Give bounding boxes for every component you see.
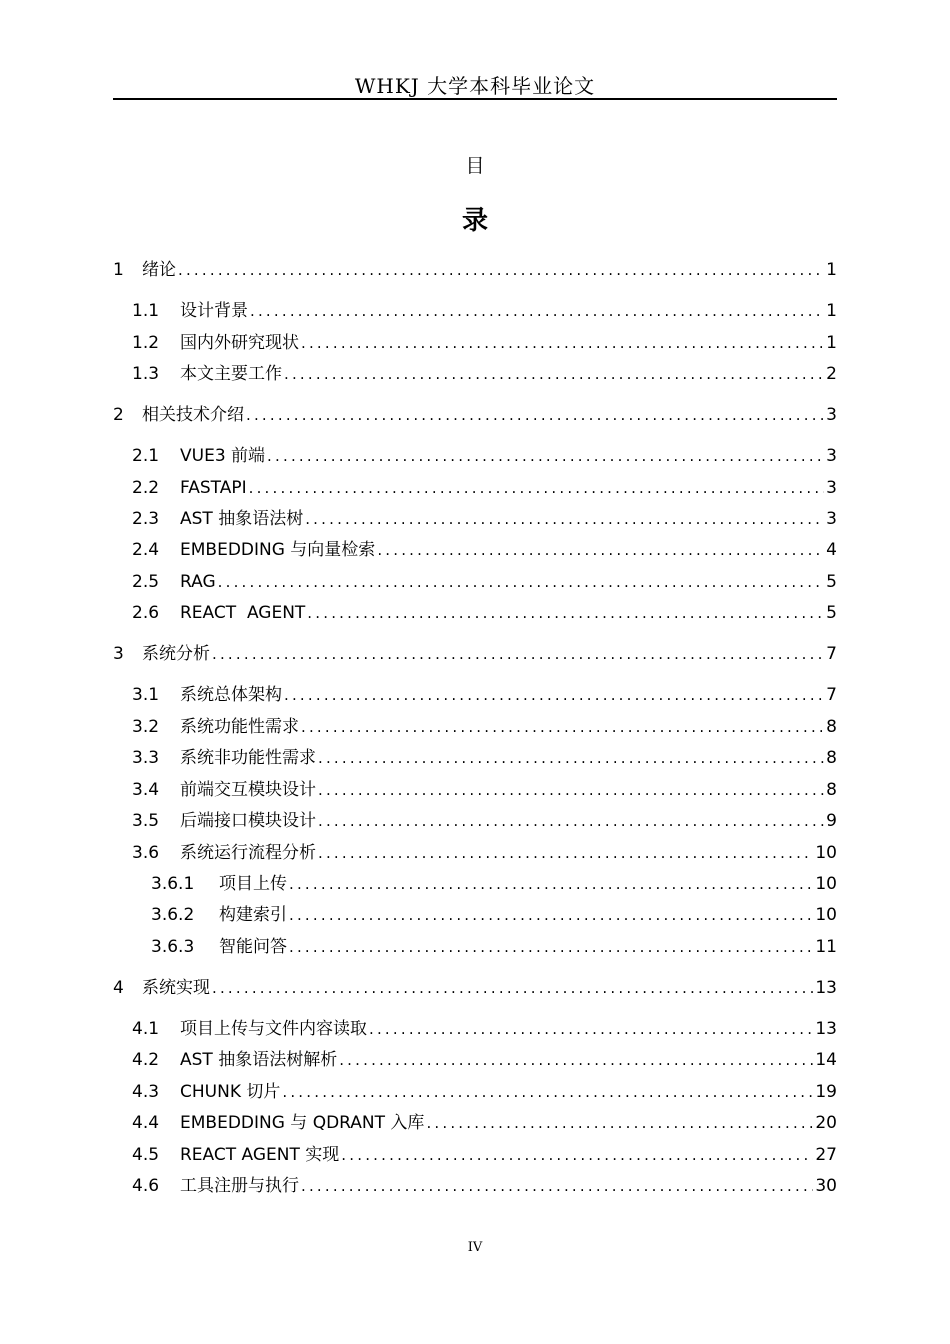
toc-dot-leader	[178, 258, 824, 282]
toc-entry-page: 14	[815, 1050, 837, 1070]
toc-dot-leader	[377, 538, 824, 562]
toc-entry-page: 19	[815, 1082, 837, 1102]
toc-entry-page: 9	[826, 811, 837, 831]
toc-entry-page: 10	[815, 874, 837, 894]
toc-entry-number: 4.6	[132, 1176, 160, 1196]
toc-entry-3-5[interactable]	[132, 809, 837, 833]
toc-entry-number: 3.5	[132, 811, 160, 831]
toc-entry-label: 项目上传	[219, 874, 287, 894]
toc-entry-page: 7	[826, 644, 837, 664]
toc-dot-leader	[249, 476, 825, 500]
toc-entry-page: 3	[826, 478, 837, 498]
toc-entry-number: 3.3	[132, 748, 160, 768]
toc-entry-4-1[interactable]	[132, 1017, 837, 1041]
toc-entry-number: 2.4	[132, 540, 160, 560]
toc-dot-leader	[301, 1174, 813, 1198]
toc-entry-1[interactable]	[113, 258, 837, 282]
toc-entry-label: 系统非功能性需求	[180, 748, 316, 768]
toc-entry-page: 10	[815, 905, 837, 925]
toc-entry-number: 4	[113, 978, 124, 998]
toc-entry-label: VUE3 前端	[180, 446, 266, 466]
toc-dot-leader	[282, 1080, 813, 1104]
toc-entry-4-2[interactable]	[132, 1048, 837, 1072]
toc-entry-label: 智能问答	[219, 937, 287, 957]
toc-entry-number: 2.1	[132, 446, 160, 466]
toc-entry-page: 1	[826, 260, 837, 280]
toc-entry-3-6-2[interactable]	[151, 903, 837, 927]
toc-entry-number: 2.2	[132, 478, 160, 498]
toc-entry-label: REACT AGENT 实现	[180, 1145, 340, 1165]
toc-dot-leader	[246, 403, 824, 427]
toc-entry-label: AST 抽象语法树	[180, 509, 304, 529]
toc-entry-page: 8	[826, 748, 837, 768]
toc-entry-label: 后端接口模块设计	[180, 811, 316, 831]
toc-entry-3-6-3[interactable]	[151, 935, 837, 959]
toc-entry-page: 1	[826, 301, 837, 321]
toc-entry-label: 绪论	[142, 260, 176, 280]
toc-entry-3-6[interactable]	[132, 841, 837, 865]
toc-entry-number: 4.5	[132, 1145, 160, 1165]
toc-entry-4[interactable]	[113, 976, 837, 1000]
toc-entry-page: 11	[815, 937, 837, 957]
toc-entry-number: 1.2	[132, 333, 160, 353]
toc-entry-label: EMBEDDING 与向量检索	[180, 540, 376, 560]
toc-entry-label: 系统分析	[142, 644, 210, 664]
toc-title-char-1: 目	[465, 155, 485, 177]
toc-entry-4-5[interactable]	[132, 1143, 837, 1167]
toc-dot-leader	[318, 778, 824, 802]
toc-entry-label: 项目上传与文件内容读取	[180, 1019, 367, 1039]
toc-entry-page: 8	[826, 780, 837, 800]
toc-entry-3-4[interactable]	[132, 778, 837, 802]
toc-entry-label: 系统实现	[142, 978, 210, 998]
toc-dot-leader	[218, 570, 825, 594]
toc-entry-label: REACT AGENT	[180, 603, 306, 623]
toc-entry-1-2[interactable]	[132, 331, 837, 355]
toc-entry-number: 3.1	[132, 685, 160, 705]
toc-entry-number: 2.5	[132, 572, 160, 592]
toc-entry-number: 4.2	[132, 1050, 160, 1070]
toc-entry-2-3[interactable]	[132, 507, 837, 531]
toc-entry-page: 27	[815, 1145, 837, 1165]
toc-dot-leader	[305, 507, 824, 531]
toc-dot-leader	[369, 1017, 813, 1041]
toc-entry-label: 系统运行流程分析	[180, 843, 316, 863]
toc-entry-label: 相关技术介绍	[142, 405, 244, 425]
toc-entry-page: 5	[826, 572, 837, 592]
toc-dot-leader	[212, 976, 813, 1000]
toc-entry-number: 3.6	[132, 843, 160, 863]
toc-entry-3-1[interactable]	[132, 683, 837, 707]
toc-entry-page: 13	[815, 1019, 837, 1039]
toc-entry-4-3[interactable]	[132, 1080, 837, 1104]
toc-entry-1-3[interactable]	[132, 362, 837, 386]
toc-entry-page: 13	[815, 978, 837, 998]
toc-entry-label: 本文主要工作	[180, 364, 282, 384]
toc-entry-1-1[interactable]	[132, 299, 837, 323]
toc-dot-leader	[289, 903, 813, 927]
toc-entry-page: 1	[826, 333, 837, 353]
toc-dot-leader	[267, 444, 824, 468]
toc-entry-3-3[interactable]	[132, 746, 837, 770]
toc-entry-label: 国内外研究现状	[180, 333, 299, 353]
toc-entry-2-1[interactable]	[132, 444, 837, 468]
toc-entry-label: 系统功能性需求	[180, 717, 299, 737]
running-header-title: WHKJ 大学本科毕业论文	[354, 74, 596, 98]
toc-entry-number: 3.6.1	[151, 874, 195, 894]
toc-entry-page: 20	[815, 1113, 837, 1133]
toc-entry-2-6[interactable]	[132, 601, 837, 625]
toc-entry-2-5[interactable]	[132, 570, 837, 594]
footer-page-number: IV	[467, 1240, 483, 1255]
toc-entry-label: 前端交互模块设计	[180, 780, 316, 800]
toc-entry-page: 7	[826, 685, 837, 705]
toc-entry-number: 3.6.2	[151, 905, 195, 925]
toc-entry-label: AST 抽象语法树解析	[180, 1050, 338, 1070]
toc-entry-label: FASTAPI	[180, 478, 247, 498]
toc-dot-leader	[318, 746, 824, 770]
toc-entry-number: 4.4	[132, 1113, 160, 1133]
toc-dot-leader	[318, 841, 813, 865]
toc-dot-leader	[284, 683, 824, 707]
toc-entry-number: 3	[113, 644, 124, 664]
toc-dot-leader	[341, 1143, 813, 1167]
toc-entry-label: 系统总体架构	[180, 685, 282, 705]
toc-dot-leader	[301, 331, 824, 355]
toc-entry-page: 4	[826, 540, 837, 560]
toc-entry-label: CHUNK 切片	[180, 1082, 281, 1102]
toc-entry-3[interactable]	[113, 642, 837, 666]
toc-entry-page: 2	[826, 364, 837, 384]
toc-entry-number: 2	[113, 405, 124, 425]
toc-dot-leader	[289, 935, 813, 959]
toc-entry-page: 3	[826, 405, 837, 425]
toc-entry-4-6[interactable]	[132, 1174, 837, 1198]
toc-entry-number: 4.1	[132, 1019, 160, 1039]
toc-entry-number: 2.6	[132, 603, 160, 623]
toc-entry-label: RAG	[180, 572, 216, 592]
toc-dot-leader	[318, 809, 824, 833]
toc-dot-leader	[301, 715, 824, 739]
toc-entry-2[interactable]	[113, 403, 837, 427]
toc-entry-page: 8	[826, 717, 837, 737]
toc-entry-2-2[interactable]	[132, 476, 837, 500]
toc-entry-2-4[interactable]	[132, 538, 837, 562]
toc-entry-label: 设计背景	[180, 301, 248, 321]
toc-entry-number: 3.6.3	[151, 937, 195, 957]
toc-dot-leader	[426, 1111, 813, 1135]
toc-title-char-2: 录	[461, 206, 488, 236]
toc-entry-page: 5	[826, 603, 837, 623]
toc-dot-leader	[284, 362, 824, 386]
toc-entry-label: 工具注册与执行	[180, 1176, 299, 1196]
toc-entry-3-6-1[interactable]	[151, 872, 837, 896]
toc-entry-4-4[interactable]	[132, 1111, 837, 1135]
toc-dot-leader	[212, 642, 824, 666]
toc-entry-page: 3	[826, 446, 837, 466]
toc-dot-leader	[289, 872, 813, 896]
toc-entry-page: 3	[826, 509, 837, 529]
header-rule	[113, 98, 837, 100]
toc-entry-number: 1	[113, 260, 124, 280]
toc-entry-page: 30	[815, 1176, 837, 1196]
toc-entry-number: 1.3	[132, 364, 160, 384]
toc-entry-number: 3.2	[132, 717, 160, 737]
toc-dot-leader	[307, 601, 824, 625]
toc-dot-leader	[339, 1048, 813, 1072]
toc-entry-page: 10	[815, 843, 837, 863]
toc-dot-leader	[250, 299, 824, 323]
toc-entry-number: 1.1	[132, 301, 160, 321]
toc-entry-number: 3.4	[132, 780, 160, 800]
toc-entry-3-2[interactable]	[132, 715, 837, 739]
toc-entry-number: 4.3	[132, 1082, 160, 1102]
toc-entry-label: 构建索引	[219, 905, 287, 925]
toc-entry-label: EMBEDDING 与 QDRANT 入库	[180, 1113, 425, 1133]
toc-entry-number: 2.3	[132, 509, 160, 529]
